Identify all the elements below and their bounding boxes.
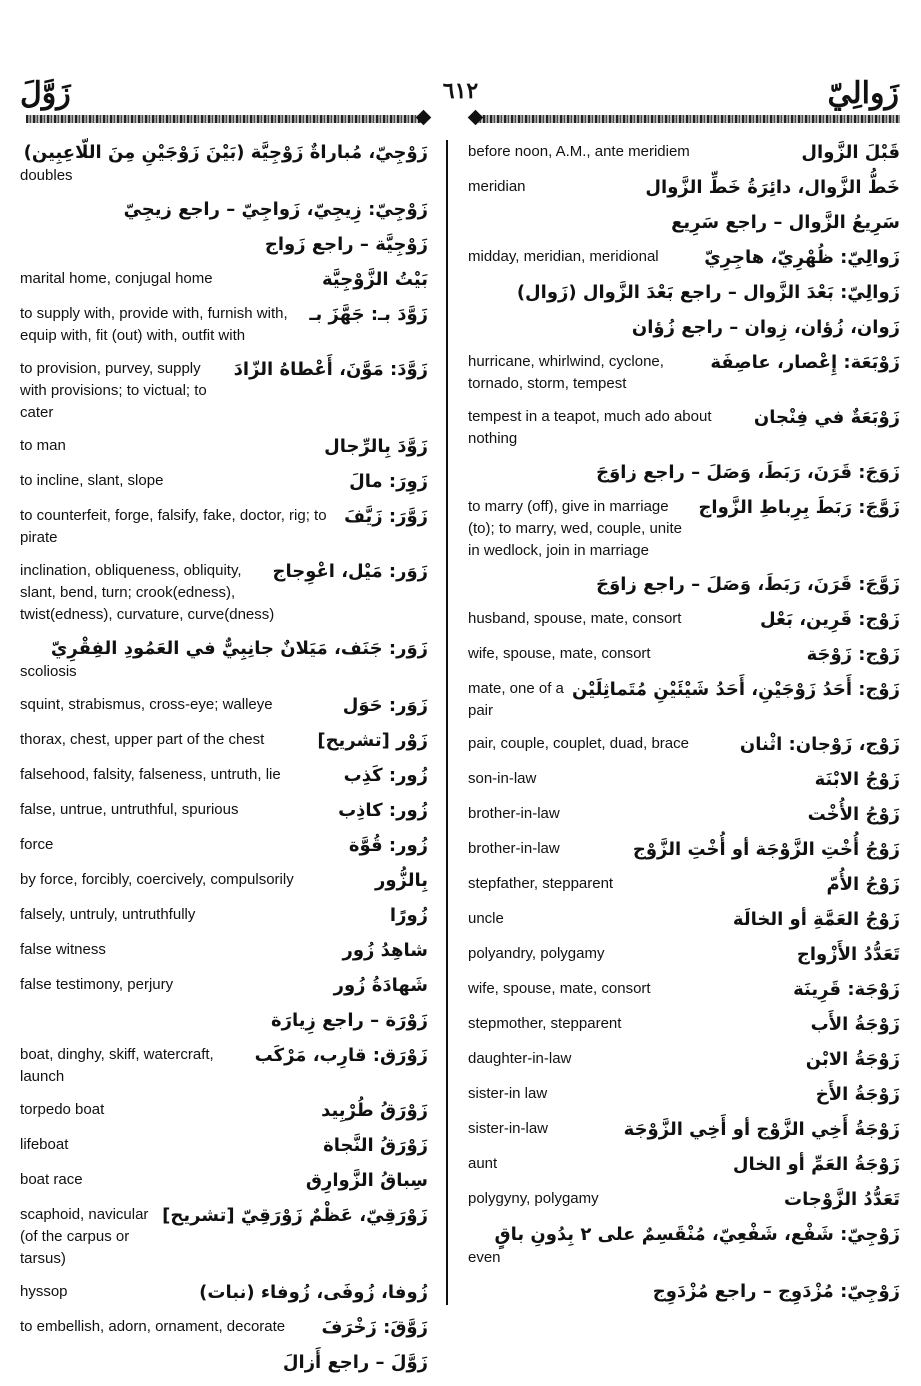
english-translation: falsehood, falsity, falseness, untruth, lie [20, 766, 281, 783]
english-translation: by force, forcibly, coercively, compulsorily [20, 871, 294, 888]
dictionary-entry [20, 904, 428, 928]
dictionary-entry [20, 729, 428, 753]
dictionary-entry [468, 573, 900, 597]
arabic-term: زَوْجُ الأُخْت [807, 804, 900, 825]
dictionary-entry [468, 873, 900, 897]
arabic-term: زَوْجُ أُخْتِ الزَّوْجَة أو أُخْتِ الزَّوْج [632, 839, 900, 860]
dictionary-entry [20, 1134, 428, 1158]
dictionary-entry [20, 198, 428, 222]
arabic-term: زَوْرَقُ النَّجاة [323, 1135, 428, 1156]
headword-left: زَوَّلَ [20, 76, 71, 111]
arabic-term: زَوْجِيّ: زِيجِيّ، زَواجِيّ – راجع زيجِيّ [123, 199, 428, 220]
arabic-term: زَوْجُ الابْنَة [814, 769, 900, 790]
arabic-term: زَوْرَقِيّ، عَظْمٌ زَوْرَقِيّ [تشريح] [162, 1205, 428, 1226]
dictionary-entry [468, 1013, 900, 1037]
english-translation: squint, strabismus, cross-eye; walleye [20, 696, 273, 713]
dictionary-entry [20, 637, 428, 683]
dictionary-entry [20, 470, 428, 494]
english-translation: wife, spouse, mate, consort [468, 645, 651, 662]
english-translation: stepmother, stepparent [468, 1015, 622, 1032]
dictionary-entry [20, 1351, 428, 1375]
english-translation: to marry (off), give in marriage (to); to marry, wed, couple, unite in wedlock, join in marriage [468, 498, 682, 559]
dictionary-entry [20, 233, 428, 257]
english-translation: marital home, conjugal home [20, 270, 213, 287]
english-translation: wife, spouse, mate, consort [468, 980, 651, 997]
arabic-term: زَوْبَعَةٌ في فِنْجان [753, 407, 900, 428]
arabic-term: زَوَر: جَنَف، مَيَلانٌ جانِبِيٌّ في العَمُودِ الفِقْرِيّ [50, 638, 428, 659]
dictionary-entry [20, 268, 428, 292]
english-translation: to provision, purvey, supply with provisions; to victual; to cater [20, 360, 207, 421]
english-translation: false testimony, perjury [20, 976, 174, 993]
english-translation: to embellish, adorn, ornament, decorate [20, 1318, 286, 1335]
dictionary-entry [20, 435, 428, 459]
english-translation: uncle [468, 910, 504, 927]
arabic-term: قَبْلَ الزَّوال [801, 142, 900, 163]
dictionary-entry [468, 211, 900, 235]
dictionary-entry [20, 834, 428, 858]
dictionary-entry [20, 939, 428, 963]
dictionary-entry [468, 768, 900, 792]
english-translation: hyssop [20, 1283, 68, 1300]
arabic-term: زَوْجَة: قَرِينَة [793, 979, 900, 1000]
dictionary-entry [20, 141, 428, 187]
arabic-term: زَوْجِيّ، مُباراةٌ زَوْجِيَّة (بَيْنَ زَوْجَيْنِ مِنَ اللّاعِبِين) [23, 142, 428, 163]
english-translation: scaphoid, navicular (of the carpus or tarsus) [20, 1206, 149, 1267]
dictionary-entry [468, 733, 900, 757]
arabic-term: زَوالِيّ: بَعْدَ الزَّوال – راجع بَعْدَ الزَّوال (زَوال) [516, 282, 900, 303]
arabic-term: زَوْجُ العَمَّةِ أو الخالَة [732, 909, 900, 930]
dictionary-entry [468, 803, 900, 827]
arabic-term: زَوْجِيَّة – راجع زَواج [264, 234, 428, 255]
rule-bar [26, 115, 425, 123]
arabic-term: زُور: كَذِب [343, 765, 428, 786]
english-translation: boat, dinghy, skiff, watercraft, launch [20, 1046, 214, 1085]
arabic-term: تَعَدُّدُ الزَّوْجات [784, 1189, 900, 1210]
dictionary-entry [20, 1099, 428, 1123]
dictionary-entry [468, 461, 900, 485]
dictionary-entry [468, 351, 900, 395]
english-translation: torpedo boat [20, 1101, 105, 1118]
header-rule-right [470, 112, 900, 126]
page-header [0, 70, 921, 130]
dictionary-entry [468, 176, 900, 200]
dictionary-entry [20, 1044, 428, 1088]
arabic-term: خَطُّ الزَّوال، دائِرَةُ خَطِّ الزَّوال [645, 177, 900, 198]
dictionary-entry [20, 1281, 428, 1305]
dictionary-entry [468, 141, 900, 165]
english-translation: falsely, untruly, untruthfully [20, 906, 196, 923]
column-divider [446, 140, 448, 1305]
arabic-term: زَوَر: مَيْل، اعْوِجاج [272, 561, 428, 582]
english-translation: scoliosis [20, 663, 77, 680]
arabic-term: زَوالِيّ: ظُهْرِيّ، هاجِرِيّ [704, 247, 900, 268]
arabic-term: زَوَّقَ: زَخْرَفَ [321, 1317, 428, 1338]
dictionary-entry [20, 1316, 428, 1340]
arabic-term: زَوَّدَ بِالرِّجال [324, 436, 428, 457]
arabic-term: زَوَّدَ بـ: جَهَّزَ بـ [309, 304, 428, 325]
dictionary-entry [468, 978, 900, 1002]
english-translation: to man [20, 437, 66, 454]
arabic-term: زُور: كاذِب [338, 800, 428, 821]
english-translation: inclination, obliqueness, obliquity, slant, bend, turn; crook(edness), twist(edness), curvature, curve(dness) [20, 562, 275, 623]
dictionary-entry [468, 838, 900, 862]
arabic-term: زَوَّرَ: زَيَّفَ [344, 506, 428, 527]
dictionary-entry [20, 974, 428, 998]
dictionary-entry [468, 496, 900, 562]
english-translation: meridian [468, 178, 526, 195]
english-translation: to counterfeit, forge, falsify, fake, doctor, rig; to pirate [20, 507, 327, 546]
dictionary-entry [468, 1118, 900, 1142]
dictionary-entry [468, 1153, 900, 1177]
english-translation: husband, spouse, mate, consort [468, 610, 682, 627]
page-number: ٦١٢ [442, 78, 479, 104]
arabic-term: زَوَر: حَوَل [342, 695, 428, 716]
arabic-term: شَهادَةُ زُور [333, 975, 428, 996]
arabic-term: زَوْج: زَوْجَة [806, 644, 900, 665]
arabic-term: تَعَدُّدُ الأَزْواج [796, 944, 900, 965]
english-translation: false witness [20, 941, 106, 958]
english-translation: doubles [20, 167, 73, 184]
left-column [20, 141, 428, 1386]
english-translation: mate, one of a pair [468, 680, 564, 719]
english-translation: aunt [468, 1155, 498, 1172]
dictionary-entry [20, 799, 428, 823]
english-translation: polyandry, polygamy [468, 945, 605, 962]
dictionary-entry [468, 678, 900, 722]
dictionary-entry [468, 1223, 900, 1269]
english-translation: hurricane, whirlwind, cyclone, tornado, storm, tempest [468, 353, 664, 392]
dictionary-entry [20, 1204, 428, 1270]
arabic-term: زَوْج: أَحَدُ زَوْجَيْنِ، أَحَدُ شَيْئَيْنِ مُتَماثِلَيْن [572, 679, 900, 700]
arabic-term: زَوْج، زَوْجان: اثْنان [739, 734, 900, 755]
arabic-term: زَوْرَقُ طُرْبِيد [321, 1100, 428, 1121]
english-translation: sister-in-law [468, 1120, 549, 1137]
dictionary-entry [468, 1280, 900, 1304]
arabic-term: زَوْرَة – راجع زِيارَة [270, 1010, 428, 1031]
arabic-term: بَيْتُ الزَّوْجِيَّة [322, 269, 428, 290]
english-translation: boat race [20, 1171, 83, 1188]
dictionary-entry [20, 1009, 428, 1033]
dictionary-entry [20, 560, 428, 626]
dictionary-entry [468, 943, 900, 967]
english-translation: stepfather, stepparent [468, 875, 614, 892]
dictionary-entry [468, 908, 900, 932]
arabic-term: شاهِدُ زُور [342, 940, 428, 961]
arabic-term: زَوْجَةُ العَمِّ أو الخال [732, 1154, 900, 1175]
dictionary-entry [468, 643, 900, 667]
arabic-term: زَوِرَ: مالَ [349, 471, 428, 492]
dictionary-entry [20, 869, 428, 893]
arabic-term: زَوَّدَ: مَوَّنَ، أَعْطاهُ الزّادَ [233, 359, 428, 380]
english-translation: midday, meridian, meridional [468, 248, 659, 265]
arabic-term: زَوَّجَ: رَبَطَ بِرِباطِ الزَّواج [698, 497, 900, 518]
dictionary-entry [468, 1188, 900, 1212]
dictionary-entry [468, 1048, 900, 1072]
arabic-term: سِباقُ الزَّوارِق [305, 1170, 428, 1191]
arabic-term: زُوفا، زُوفَى، زُوفاء (نبات) [199, 1282, 428, 1303]
arabic-term: زَوْر [تشريح] [317, 730, 428, 751]
english-translation: polygyny, polygamy [468, 1190, 599, 1207]
arabic-term: زَوَّجَ: قَرَنَ، رَبَطَ، وَصَلَ – راجع زاوَجَ [596, 574, 900, 595]
arabic-term: سَرِيعُ الزَّوال – راجع سَرِيع [671, 212, 900, 233]
arabic-term: زَوَّلَ – راجع أَزالَ [282, 1352, 428, 1373]
dictionary-entry [468, 406, 900, 450]
rule-bar [476, 115, 900, 123]
arabic-term: زَوْج: قَرِين، بَعْل [759, 609, 900, 630]
arabic-term: زَوْجِيّ: شَفْع، شَفْعِيّ، مُنْقَسِمٌ على ٢ بِدُونِ باقٍ [494, 1224, 900, 1245]
arabic-term: زَوْجُ الأُمّ [826, 874, 900, 895]
english-translation: to supply with, provide with, furnish with, equip with, fit (out) with, outfit with [20, 305, 288, 344]
dictionary-entry [20, 694, 428, 718]
dictionary-entry [20, 1169, 428, 1193]
dictionary-entry [468, 1083, 900, 1107]
arabic-term: بِالزُّور [374, 870, 428, 891]
arabic-term: زَوْجَةُ الأَخ [815, 1084, 900, 1105]
english-translation: brother-in-law [468, 805, 560, 822]
arabic-term: زَوَجَ: قَرَنَ، رَبَطَ، وَصَلَ – راجع زاوَجَ [596, 462, 900, 483]
english-translation: to incline, slant, slope [20, 472, 164, 489]
english-translation: lifeboat [20, 1136, 69, 1153]
dictionary-entry [20, 303, 428, 347]
right-column [468, 141, 900, 1315]
arabic-term: زُورًا [389, 905, 428, 926]
arabic-term: زَوْجَةُ أَخِي الزَّوْج أو أَخِي الزَّوْجَة [623, 1119, 900, 1140]
arabic-term: زَوْرَق: قارِب، مَرْكَب [254, 1045, 428, 1066]
english-translation: even [468, 1249, 501, 1266]
arabic-term: زَوان، زُؤان، زِوان – راجع زُؤان [631, 317, 900, 338]
english-translation: thorax, chest, upper part of the chest [20, 731, 265, 748]
english-translation: before noon, A.M., ante meridiem [468, 143, 690, 160]
english-translation: false, untrue, untruthful, spurious [20, 801, 239, 818]
arabic-term: زَوْجَةُ الأَب [810, 1014, 900, 1035]
english-translation: tempest in a teapot, much ado about nothing [468, 408, 712, 447]
english-translation: pair, couple, couplet, duad, brace [468, 735, 689, 752]
dictionary-entry [468, 316, 900, 340]
header-rule-left [20, 112, 425, 126]
english-translation: daughter-in-law [468, 1050, 572, 1067]
dictionary-entry [468, 281, 900, 305]
english-translation: sister-in law [468, 1085, 548, 1102]
dictionary-entry [20, 764, 428, 788]
english-translation: son-in-law [468, 770, 537, 787]
dictionary-entry [468, 608, 900, 632]
headword-right: زَوالِيّ [827, 76, 899, 111]
arabic-term: زَوْبَعَة: إِعْصار، عاصِفَة [710, 352, 900, 373]
dictionary-entry [468, 246, 900, 270]
english-translation: brother-in-law [468, 840, 560, 857]
dictionary-entry [20, 358, 428, 424]
arabic-term: زَوْجَةُ الابْن [805, 1049, 900, 1070]
arabic-term: زَوْجِيّ: مُزْدَوِج – راجع مُزْدَوِج [652, 1281, 900, 1302]
dictionary-entry [20, 505, 428, 549]
arabic-term: زُور: قُوَّة [348, 835, 428, 856]
english-translation: force [20, 836, 54, 853]
